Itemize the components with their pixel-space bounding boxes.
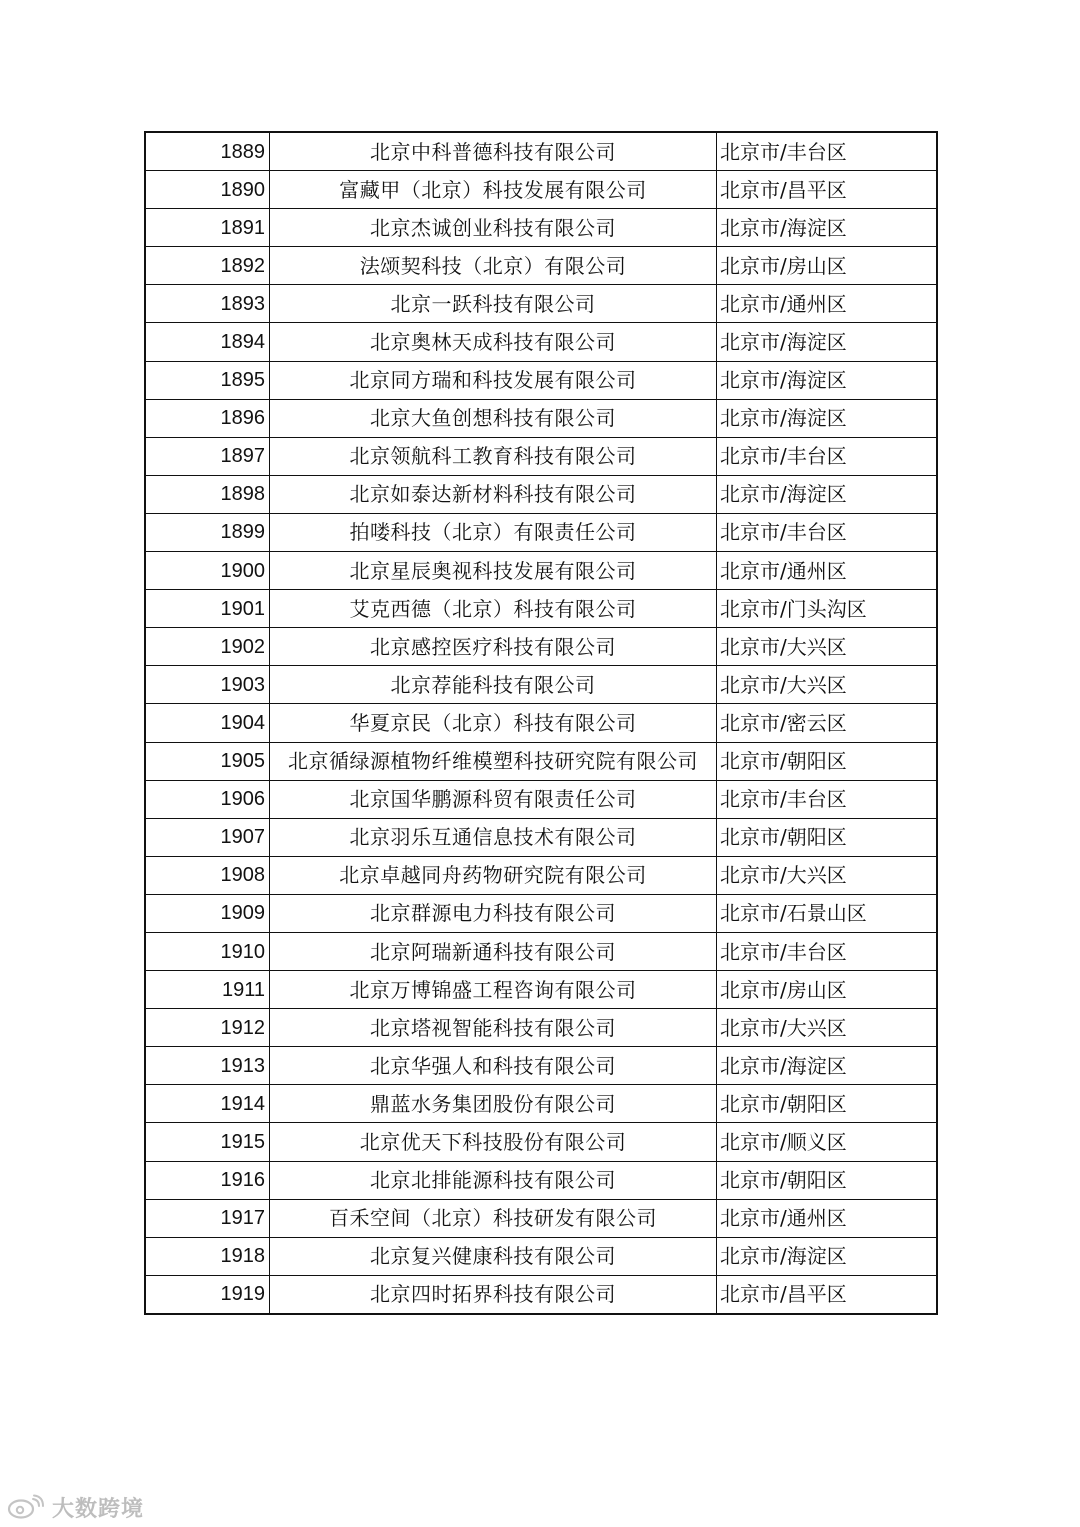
- company-name-cell: 百禾空间（北京）科技研发有限公司: [270, 1199, 717, 1237]
- region-cell: 北京市/朝阳区: [717, 1085, 938, 1123]
- row-number-cell: 1917: [145, 1199, 270, 1237]
- row-number-cell: 1914: [145, 1085, 270, 1123]
- table-row: [145, 552, 937, 590]
- table-row: [145, 1009, 937, 1047]
- table-row: [145, 1123, 937, 1161]
- row-number-cell: 1889: [145, 132, 270, 171]
- table-row: [145, 1275, 937, 1314]
- company-name-cell: 北京奥林天成科技有限公司: [270, 323, 717, 361]
- row-number-cell: 1893: [145, 285, 270, 323]
- row-number-cell: 1892: [145, 247, 270, 285]
- company-name-cell: 北京优天下科技股份有限公司: [270, 1123, 717, 1161]
- region-cell: 北京市/通州区: [717, 285, 938, 323]
- table-row: [145, 780, 937, 818]
- table-row: [145, 171, 937, 209]
- region-cell: 北京市/门头沟区: [717, 590, 938, 628]
- company-name-cell: 北京华强人和科技有限公司: [270, 1047, 717, 1085]
- table-row: [145, 1199, 937, 1237]
- region-cell: 北京市/海淀区: [717, 399, 938, 437]
- row-number-cell: 1919: [145, 1275, 270, 1314]
- company-name-cell: 华夏京民（北京）科技有限公司: [270, 704, 717, 742]
- table-row: [145, 894, 937, 932]
- row-number-cell: 1905: [145, 742, 270, 780]
- region-cell: 北京市/丰台区: [717, 513, 938, 551]
- row-number-cell: 1918: [145, 1237, 270, 1275]
- company-name-cell: 北京星辰奥视科技发展有限公司: [270, 552, 717, 590]
- region-cell: 北京市/海淀区: [717, 361, 938, 399]
- region-cell: 北京市/通州区: [717, 1199, 938, 1237]
- row-number-cell: 1913: [145, 1047, 270, 1085]
- company-name-cell: 北京感控医疗科技有限公司: [270, 628, 717, 666]
- table-row: [145, 247, 937, 285]
- region-cell: 北京市/通州区: [717, 552, 938, 590]
- table-row: [145, 475, 937, 513]
- row-number-cell: 1901: [145, 590, 270, 628]
- row-number-cell: 1890: [145, 171, 270, 209]
- row-number-cell: 1904: [145, 704, 270, 742]
- region-cell: 北京市/朝阳区: [717, 742, 938, 780]
- table-row: [145, 285, 937, 323]
- company-name-cell: 北京四时拓界科技有限公司: [270, 1275, 717, 1314]
- table-row: [145, 818, 937, 856]
- table-row: [145, 1085, 937, 1123]
- company-name-cell: 北京中科普德科技有限公司: [270, 132, 717, 171]
- region-cell: 北京市/丰台区: [717, 437, 938, 475]
- row-number-cell: 1896: [145, 399, 270, 437]
- table-row: [145, 1047, 937, 1085]
- region-cell: 北京市/丰台区: [717, 132, 938, 171]
- table-row: [145, 932, 937, 970]
- row-number-cell: 1900: [145, 552, 270, 590]
- region-cell: 北京市/昌平区: [717, 1275, 938, 1314]
- company-name-cell: 北京杰诚创业科技有限公司: [270, 209, 717, 247]
- region-cell: 北京市/丰台区: [717, 780, 938, 818]
- row-number-cell: 1912: [145, 1009, 270, 1047]
- table-row: [145, 856, 937, 894]
- table-row: [145, 1161, 937, 1199]
- table-row: [145, 437, 937, 475]
- table-row: [145, 323, 937, 361]
- region-cell: 北京市/朝阳区: [717, 1161, 938, 1199]
- table-row: [145, 742, 937, 780]
- row-number-cell: 1906: [145, 780, 270, 818]
- region-cell: 北京市/房山区: [717, 247, 938, 285]
- row-number-cell: 1898: [145, 475, 270, 513]
- region-cell: 北京市/大兴区: [717, 666, 938, 704]
- table-row: [145, 209, 937, 247]
- region-cell: 北京市/密云区: [717, 704, 938, 742]
- company-name-cell: 北京荐能科技有限公司: [270, 666, 717, 704]
- company-name-cell: 北京循绿源植物纤维模塑科技研究院有限公司: [270, 742, 717, 780]
- region-cell: 北京市/大兴区: [717, 628, 938, 666]
- company-name-cell: 北京如泰达新材料科技有限公司: [270, 475, 717, 513]
- row-number-cell: 1908: [145, 856, 270, 894]
- region-cell: 北京市/海淀区: [717, 1047, 938, 1085]
- row-number-cell: 1907: [145, 818, 270, 856]
- company-name-cell: 鼎蓝水务集团股份有限公司: [270, 1085, 717, 1123]
- watermark: [6, 1492, 144, 1522]
- company-name-cell: 北京大鱼创想科技有限公司: [270, 399, 717, 437]
- company-name-cell: 北京塔视智能科技有限公司: [270, 1009, 717, 1047]
- company-name-cell: 艾克西德（北京）科技有限公司: [270, 590, 717, 628]
- row-number-cell: 1897: [145, 437, 270, 475]
- company-name-cell: 北京阿瑞新通科技有限公司: [270, 932, 717, 970]
- row-number-cell: 1916: [145, 1161, 270, 1199]
- company-name-cell: 北京同方瑞和科技发展有限公司: [270, 361, 717, 399]
- table-row: [145, 399, 937, 437]
- company-name-cell: 北京国华鹏源科贸有限责任公司: [270, 780, 717, 818]
- table-row: [145, 132, 937, 171]
- table-row: [145, 704, 937, 742]
- table-row: [145, 361, 937, 399]
- region-cell: 北京市/海淀区: [717, 475, 938, 513]
- company-name-cell: 北京群源电力科技有限公司: [270, 894, 717, 932]
- region-cell: 北京市/海淀区: [717, 209, 938, 247]
- region-cell: 北京市/大兴区: [717, 856, 938, 894]
- table-row: [145, 590, 937, 628]
- company-name-cell: 北京一跃科技有限公司: [270, 285, 717, 323]
- region-cell: 北京市/昌平区: [717, 171, 938, 209]
- row-number-cell: 1899: [145, 513, 270, 551]
- row-number-cell: 1895: [145, 361, 270, 399]
- row-number-cell: 1909: [145, 894, 270, 932]
- company-name-cell: 拍喽科技（北京）有限责任公司: [270, 513, 717, 551]
- row-number-cell: 1891: [145, 209, 270, 247]
- table-row: [145, 1237, 937, 1275]
- company-table-body: [145, 132, 937, 1314]
- region-cell: 北京市/顺义区: [717, 1123, 938, 1161]
- row-number-cell: 1911: [145, 971, 270, 1009]
- company-name-cell: 北京万博锦盛工程咨询有限公司: [270, 971, 717, 1009]
- company-name-cell: 北京复兴健康科技有限公司: [270, 1237, 717, 1275]
- region-cell: 北京市/大兴区: [717, 1009, 938, 1047]
- region-cell: 北京市/朝阳区: [717, 818, 938, 856]
- table-row: [145, 971, 937, 1009]
- watermark-text: 大数跨境: [52, 1496, 145, 1522]
- row-number-cell: 1903: [145, 666, 270, 704]
- company-name-cell: 北京羽乐互通信息技术有限公司: [270, 818, 717, 856]
- company-name-cell: 富藏甲（北京）科技发展有限公司: [270, 171, 717, 209]
- row-number-cell: 1910: [145, 932, 270, 970]
- company-name-cell: 法颂契科技（北京）有限公司: [270, 247, 717, 285]
- row-number-cell: 1915: [145, 1123, 270, 1161]
- company-name-cell: 北京卓越同舟药物研究院有限公司: [270, 856, 717, 894]
- table-row: [145, 628, 937, 666]
- row-number-cell: 1902: [145, 628, 270, 666]
- company-name-cell: 北京领航科工教育科技有限公司: [270, 437, 717, 475]
- region-cell: 北京市/丰台区: [717, 932, 938, 970]
- company-table: [144, 131, 938, 1315]
- company-name-cell: 北京北排能源科技有限公司: [270, 1161, 717, 1199]
- region-cell: 北京市/房山区: [717, 971, 938, 1009]
- table-row: [145, 666, 937, 704]
- region-cell: 北京市/石景山区: [717, 894, 938, 932]
- region-cell: 北京市/海淀区: [717, 1237, 938, 1275]
- row-number-cell: 1894: [145, 323, 270, 361]
- table-row: [145, 513, 937, 551]
- region-cell: 北京市/海淀区: [717, 323, 938, 361]
- weibo-logo-icon: [6, 1494, 46, 1520]
